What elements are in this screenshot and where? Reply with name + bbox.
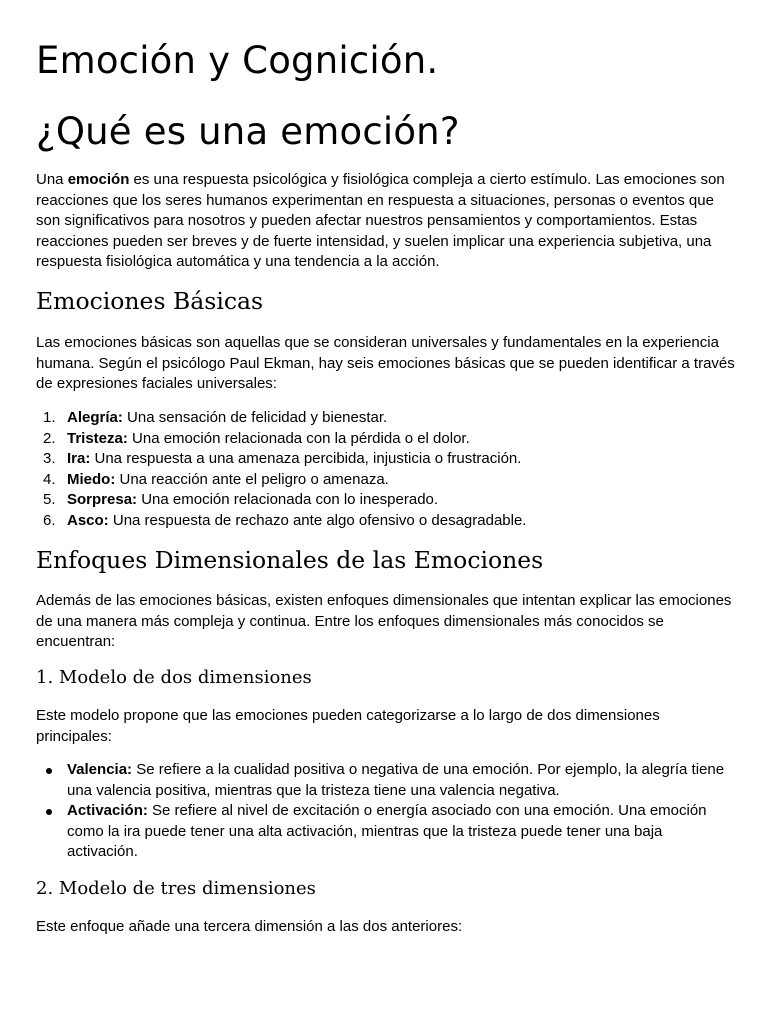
list-number: 6. <box>43 511 56 529</box>
list-desc: Se refiere a la cualidad positiva o negativa de una emoción. Por ejemplo, la alegría tiene una valencia positiva, mientras que la tristeza tiene una valencia negativa. <box>67 761 725 799</box>
list-item <box>36 408 736 429</box>
list-term: Miedo: <box>67 470 116 488</box>
list-desc: Una emoción relacionada con lo inesperado. <box>137 491 439 509</box>
list-number: 4. <box>43 470 56 488</box>
list-desc: Una sensación de felicidad y bienestar. <box>122 409 388 426</box>
list-number: 2. <box>43 429 56 447</box>
list-term: Activación: <box>67 802 148 820</box>
basic-paragraph: Las emociones básicas son aquellas que se consideran universales y fundamentales en la experiencia humana. Según el psicólogo Paul Ekman, hay seis emociones básicas que se pueden identificar a través de expresiones faciales universales: <box>36 334 735 393</box>
list-item <box>36 470 736 491</box>
list-item <box>36 490 736 511</box>
heading-modelo-dos-dimensiones: 1. Modelo de dos dimensiones <box>36 667 312 688</box>
bullet-icon <box>46 809 52 815</box>
list-term: Sorpresa: <box>67 491 138 509</box>
model1-dimensions-list <box>36 760 736 863</box>
intro-bold-term: emoción <box>67 171 130 188</box>
model1-paragraph: Este modelo propone que las emociones pueden categorizarse a lo largo de dos dimensiones principales: <box>36 707 660 745</box>
intro-pre: Una <box>36 171 68 188</box>
list-item <box>36 801 736 863</box>
list-item <box>36 511 736 532</box>
list-term: Valencia: <box>67 761 133 778</box>
heading-enfoques-dimensionales: Enfoques Dimensionales de las Emociones <box>36 546 544 574</box>
list-item <box>36 449 736 470</box>
heading-modelo-tres-dimensiones: 2. Modelo de tres dimensiones <box>36 878 316 899</box>
dimensional-paragraph: Además de las emociones básicas, existen enfoques dimensionales que intentan explicar las emociones de una manera más compleja y continua. Entre los enfoques dimensionales más conocidos se encuentran: <box>36 592 732 651</box>
list-number: 1. <box>43 409 56 426</box>
list-term: Tristeza: <box>67 429 128 447</box>
list-desc: Una respuesta de rechazo ante algo ofensivo o desagradable. <box>108 511 527 529</box>
list-desc: Una emoción relacionada con la pérdida o el dolor. <box>127 429 470 447</box>
list-item <box>36 429 736 450</box>
section-title-que-es: ¿Qué es una emoción? <box>36 110 460 153</box>
model2-paragraph: Este enfoque añade una tercera dimensión a las dos anteriores: <box>36 918 463 935</box>
bullet-icon <box>46 768 52 774</box>
list-item <box>36 760 736 801</box>
basic-emotions-list <box>36 408 736 532</box>
intro-post: es una respuesta psicológica y fisiológica compleja a cierto estímulo. Las emociones son reacciones que los seres humanos experimentan en respuesta a situaciones, personas o eventos que son significativos para nosotros y pueden afectar nuestros pensamientos y comportamientos. Estas reacciones pueden ser breves y de fuerte intensidad, y suelen implicar una experiencia subjetiva, una respuesta fisiológica automática y una tendencia a la acción. <box>36 171 725 271</box>
heading-emociones-basicas: Emociones Básicas <box>36 287 264 315</box>
list-term: Asco: <box>67 511 109 529</box>
list-number: 3. <box>43 450 56 468</box>
list-desc: Una respuesta a una amenaza percibida, injusticia o frustración. <box>90 450 522 468</box>
list-desc: Se refiere al nivel de excitación o energía asociado con una emoción. Una emoción como la ira puede tener una alta activación, mientras que la tristeza puede tener una baja activación. <box>67 802 707 861</box>
list-term: Ira: <box>67 450 91 468</box>
list-desc: Una reacción ante el peligro o amenaza. <box>115 470 389 488</box>
list-term: Alegría: <box>67 409 123 426</box>
intro-paragraph <box>36 170 736 273</box>
document-title: Emoción y Cognición. <box>36 39 439 82</box>
list-number: 5. <box>43 491 56 509</box>
